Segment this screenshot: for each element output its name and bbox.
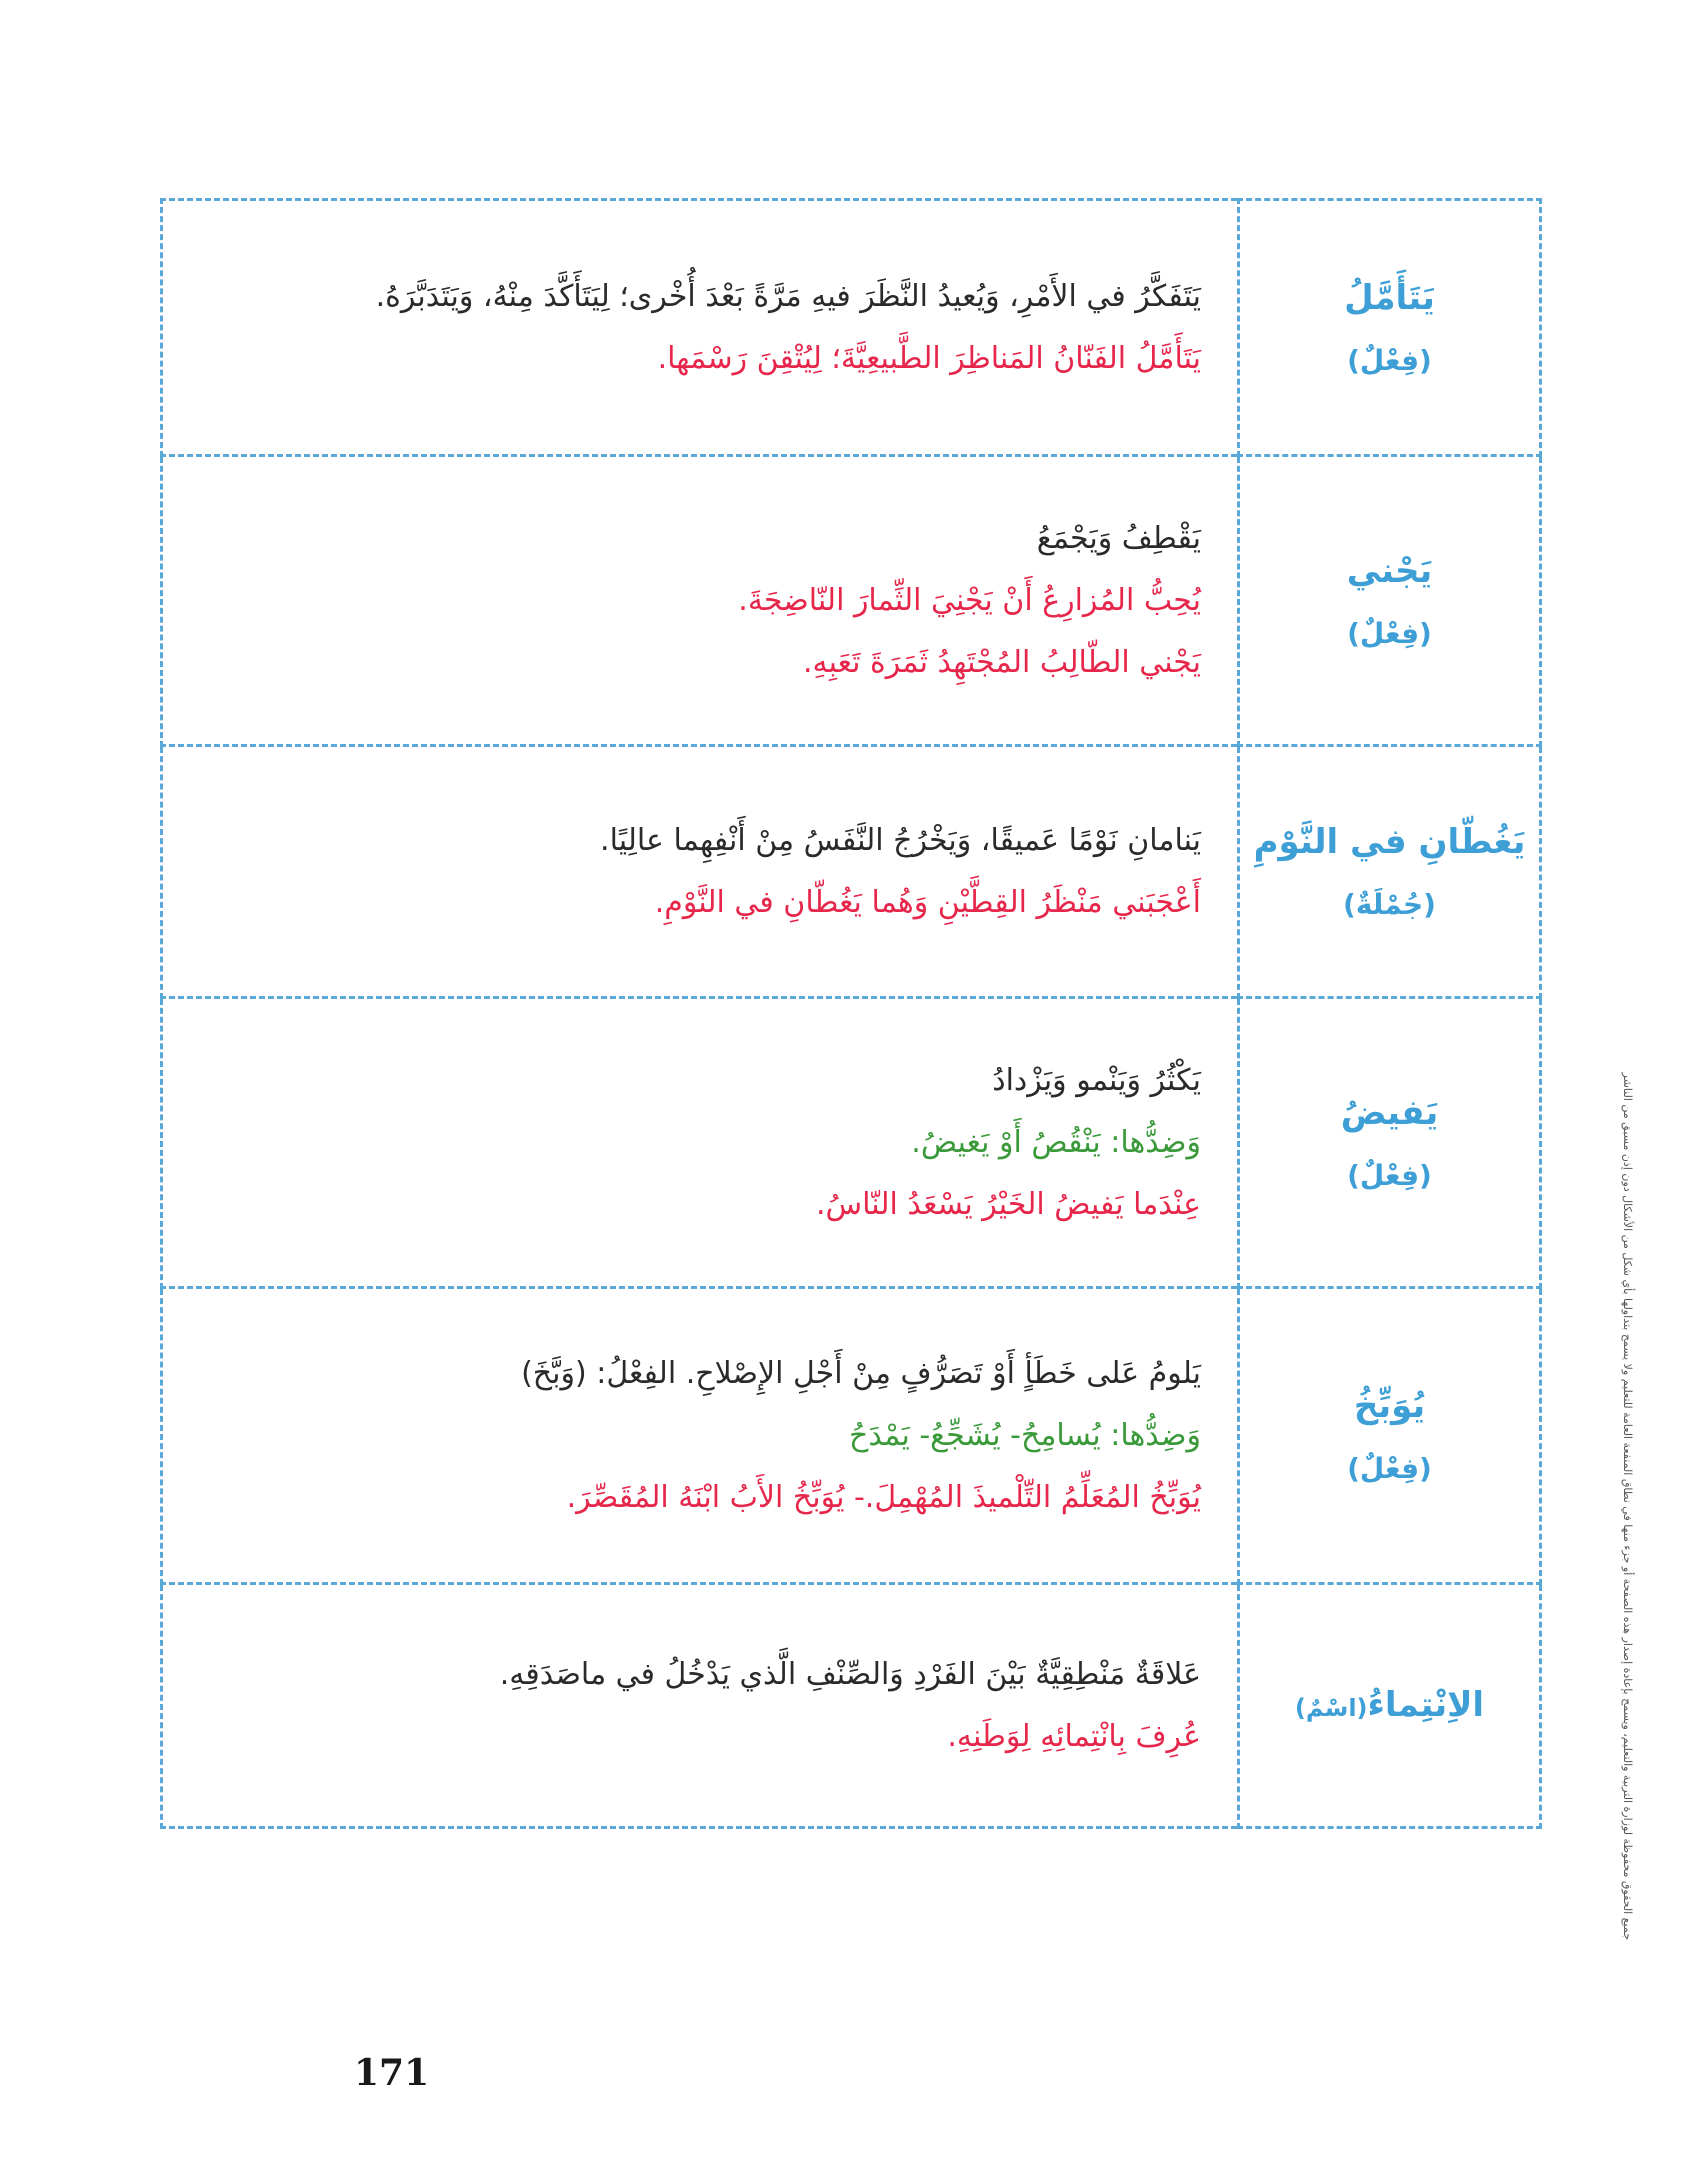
definition-cell (162, 200, 1239, 456)
meaning-text: يَتَفَكَّرُ في الأَمْرِ، وَيُعيدُ النَّظَرَ فيهِ مَرَّةً بَعْدَ أُخْرى؛ لِيَتَأَكَّدَ مِنْهُ، وَيَتَدَبَّرَهُ. (375, 278, 1201, 314)
example-sentence: يَجْني الطّالِبُ المُجْتَهِدُ ثَمَرَةَ تَعَبِهِ. (802, 644, 1201, 680)
term-type: (فِعْلٌ) (1347, 344, 1432, 377)
definition-cell (162, 1584, 1239, 1828)
term-cell (1239, 456, 1541, 746)
meaning-text: يَقْطِفُ وَيَجْمَعُ (1036, 520, 1201, 556)
table-row (162, 1584, 1541, 1828)
term-word: الاِنْتِماءُ (1367, 1685, 1485, 1725)
vocabulary-table (160, 198, 1542, 1829)
table-row (162, 746, 1541, 998)
example-sentence: يَتَأَمَّلُ الفَنّانُ المَناظِرَ الطَّبيعِيَّةَ؛ لِيُتْقِنَ رَسْمَها. (657, 340, 1201, 376)
term-word: يَتَأَمَّلُ (1344, 278, 1435, 318)
term-cell (1239, 998, 1541, 1288)
definition-cell (162, 998, 1239, 1288)
example-sentence: أَعْجَبَني مَنْظَرُ القِطَّيْنِ وَهُما يَغُطّانِ في النَّوْمِ. (654, 884, 1201, 920)
term-cell (1239, 746, 1541, 998)
term-word: يَجْني (1346, 551, 1433, 591)
term-type: (فِعْلٌ) (1347, 1159, 1432, 1192)
term-inline (1294, 1685, 1485, 1725)
term-type: (فِعْلٌ) (1347, 617, 1432, 650)
example-sentence: عُرِفَ بِانْتِمائِهِ لِوَطَنِهِ. (947, 1718, 1201, 1754)
table-row (162, 200, 1541, 456)
meaning-text: يَلومُ عَلى خَطَأٍ أَوْ تَصَرُّفٍ مِنْ أَجْلِ الإِصْلاحِ. الفِعْلُ: (وَبَّخَ) (521, 1355, 1201, 1391)
term-type: (اسْمٌ) (1294, 1694, 1368, 1722)
antonym-text: وَضِدُّها: يُسامِحُ- يُشَجِّعُ- يَمْدَحُ (849, 1417, 1201, 1453)
definition-cell (162, 1288, 1239, 1584)
page-number: 171 (354, 2052, 430, 2094)
term-type: (جُمْلَةٌ) (1343, 888, 1436, 921)
term-cell (1239, 1584, 1541, 1828)
antonym-text: وَضِدُّها: يَنْقُصُ أَوْ يَغيضُ. (911, 1124, 1201, 1160)
meaning-text: عَلاقَةٌ مَنْطِقِيَّةٌ بَيْنَ الفَرْدِ وَالصِّنْفِ الَّذي يَدْخُلُ في ماصَدَقِهِ. (499, 1656, 1201, 1692)
definition-cell (162, 746, 1239, 998)
term-cell (1239, 1288, 1541, 1584)
meaning-text: يَنامانِ نَوْمًا عَميقًا، وَيَخْرُجُ النَّفَسُ مِنْ أَنْفِهِما عالِيًا. (600, 822, 1201, 858)
term-word: يَفيضُ (1340, 1093, 1439, 1133)
term-type: (فِعْلٌ) (1347, 1452, 1432, 1485)
example-sentence: يُحِبُّ المُزارِعُ أَنْ يَجْنِيَ الثِّمارَ النّاضِجَةَ. (738, 582, 1201, 618)
term-cell (1239, 200, 1541, 456)
table-row (162, 998, 1541, 1288)
example-sentence: يُوَبِّخُ المُعَلِّمُ التِّلْميذَ المُهْمِلَ.- يُوَبِّخُ الأَبُ ابْنَهُ المُقَصِّرَ. (566, 1479, 1201, 1515)
table-row (162, 456, 1541, 746)
table-row (162, 1288, 1541, 1584)
example-sentence: عِنْدَما يَفيضُ الخَيْرُ يَسْعَدُ النّاسُ. (816, 1186, 1201, 1222)
term-word: يَغُطّانِ في النَّوْمِ (1253, 822, 1526, 862)
term-word: يُوَبِّخُ (1353, 1386, 1426, 1426)
copyright-note: جميع الحقوق محفوظة لوزارة التربية والتعليم، ويسمح بإعادة إصدار هذه الصفحة أو جزء منها في نطاق المنفعة العامة للتعليم ولا يسمح بتداولها بأي شكل من الأشكال دون إذن مسبق من الناشر (1621, 1072, 1634, 1940)
definition-cell (162, 456, 1239, 746)
meaning-text: يَكْثُرُ وَيَنْمو وَيَزْدادُ (992, 1062, 1201, 1098)
